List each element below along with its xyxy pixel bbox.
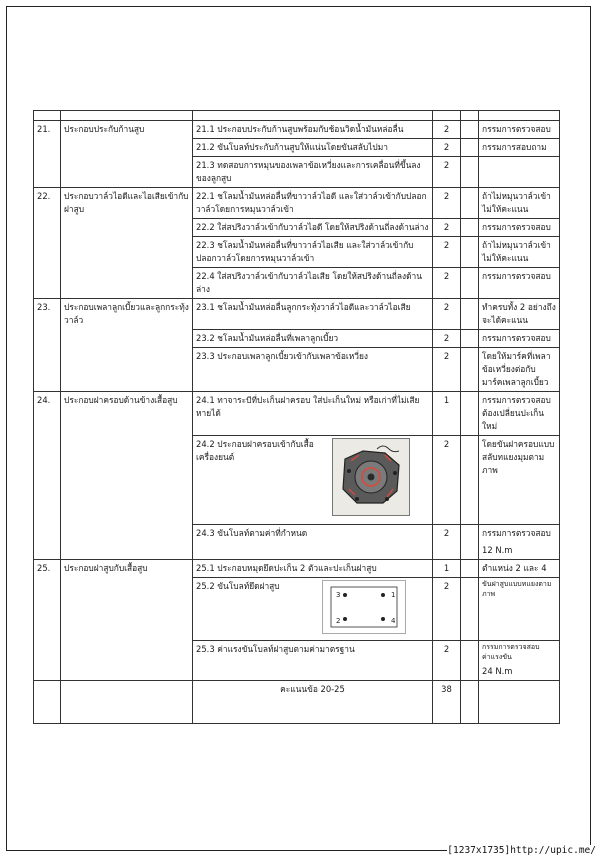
total-score: 38	[433, 680, 461, 723]
bolt-hole	[381, 617, 385, 621]
step-note: ถ้าไม่หมุนวาล์วเข้าไม่ให้คะแนน	[479, 237, 560, 268]
table-row	[34, 121, 560, 139]
step-note: กรรมการตรวจสอบ	[482, 528, 551, 539]
item-number: 22.	[34, 188, 61, 299]
step-score: 2	[433, 237, 461, 268]
step-text: 24.2 ประกอบฝาครอบเข้ากับเสื้อเครื่องยนต์	[196, 439, 314, 463]
step-note: ตำแหน่ง 2 และ 4	[479, 560, 560, 578]
step-score: 2	[433, 641, 461, 681]
step-note: กรรมการตรวจสอบ	[479, 330, 560, 348]
step-score: 2	[433, 299, 461, 330]
bolt-label-3: 3	[336, 591, 341, 600]
step-score: 2	[433, 348, 461, 392]
torque-value: 12 N.m	[482, 545, 513, 556]
step-note: กรรมการตรวจสอบ	[479, 219, 560, 237]
step-score: 2	[433, 121, 461, 139]
step-cell-with-figure	[193, 578, 433, 641]
step-note: ถ้าไม่หมุนวาล์วเข้าไม่ให้คะแนน	[479, 188, 560, 219]
bolt-hole	[381, 593, 385, 597]
step-score: 2	[433, 578, 461, 641]
bolt-label-4: 4	[391, 617, 396, 626]
task-name: ประกอบฝาครอบด้านข้างเสื้อสูบ	[61, 392, 193, 560]
table-top-row	[34, 111, 560, 121]
step-note: กรรมการสอบถาม	[479, 139, 560, 157]
assessment-table	[33, 110, 560, 724]
step-note: กรรมการตรวจสอบค่าแรงขัน	[482, 643, 540, 662]
step-cell-with-figure	[193, 436, 433, 525]
step-text: 22.1 ชโลมน้ำมันหล่อลื่นที่ขาวาล์วไอดี และใส่วาล์วเข้ากับปลอกวาล์วโดยการหมุนวาล์วเข้า	[193, 188, 433, 219]
step-score: 1	[433, 392, 461, 436]
task-name: ประกอบประกับก้านสูบ	[61, 121, 193, 188]
task-name: ประกอบวาล์วไอดีและไอเสียเข้ากับฝาสูบ	[61, 188, 193, 299]
step-score: 2	[433, 330, 461, 348]
step-text: 23.2 ชโลมน้ำมันหล่อลื่นที่เพลาลูกเบี้ยว	[193, 330, 433, 348]
step-note: โดยขันฝาครอบแบบสลับทแยงมุมตามภาพ	[479, 436, 560, 525]
item-number: 25.	[34, 560, 61, 681]
step-text: 22.4 ใส่สปริงวาล์วเข้ากับวาล์วไอเสีย โดยให้สปริงด้านถี่ลงด้านล่าง	[193, 268, 433, 299]
step-note-cell	[479, 525, 560, 560]
step-text: 21.2 ขันโบลท์ประกับก้านสูบให้แน่นโดยขันสลับไปมา	[193, 139, 433, 157]
step-text: 25.2 ขันโบลท์ยึดฝาสูบ	[196, 581, 280, 592]
item-number: 24.	[34, 392, 61, 560]
step-score: 2	[433, 219, 461, 237]
step-score: 2	[433, 188, 461, 219]
step-note: กรรมการตรวจสอบ	[479, 121, 560, 139]
step-score: 2	[433, 139, 461, 157]
step-note: กรรมการตรวจสอบ	[479, 268, 560, 299]
bolt-label-2: 2	[336, 617, 341, 626]
item-number: 21.	[34, 121, 61, 188]
engine-cover-illustration	[332, 438, 410, 516]
step-text: 22.3 ชโลมน้ำมันหล่อลื่นที่ขาวาล์วไอเสีย และใส่วาล์วเข้ากับปลอกวาล์วโดยการหมุนวาล์วเข้า	[193, 237, 433, 268]
bolt-pattern-diagram	[322, 580, 406, 634]
step-text: 25.3 ค่าแรงขันโบลท์ฝาสูบตามค่ามาตรฐาน	[193, 641, 433, 681]
table-row	[34, 299, 560, 330]
step-text: 25.1 ประกอบหมุดยึดปะเก็น 2 ตัวและปะเก็นฝาสูบ	[193, 560, 433, 578]
torque-value: 24 N.m	[482, 665, 513, 676]
step-score: 2	[433, 436, 461, 525]
step-note: ขันฝาสูบแบบทแยงตามภาพ	[479, 578, 560, 641]
step-text: 22.2 ใส่สปริงวาล์วเข้ากับวาล์วไอดี โดยให้สปริงด้านถี่ลงด้านล่าง	[193, 219, 433, 237]
step-text: 21.3 ทดสอบการหมุนของเพลาข้อเหวี่ยงและการเคลื่อนที่ขึ้นลงของลูกสูบ	[193, 157, 433, 188]
task-name: ประกอบฝาสูบกับเสื้อสูบ	[61, 560, 193, 681]
task-name: ประกอบเพลาลูกเบี้ยวและลูกกระทุ้งวาล์ว	[61, 299, 193, 392]
step-note: ทำครบทั้ง 2 อย่างถึงจะได้คะแนน	[479, 299, 560, 330]
step-score: 2	[433, 268, 461, 299]
total-row	[34, 680, 560, 723]
bolt-label-1: 1	[391, 591, 396, 600]
table-row	[34, 560, 560, 578]
step-text: 21.1 ประกอบประกับก้านสูบพร้อมกับช้อนวิดน้ำมันหล่อลื่น	[193, 121, 433, 139]
table-row	[34, 392, 560, 436]
step-note-cell	[479, 641, 560, 681]
total-label: คะแนนข้อ 20-25	[193, 680, 433, 723]
step-text: 23.1 ชโลมน้ำมันหล่อลื่นลูกกระทุ้งวาล์วไอดีและวาล์วไอเสีย	[193, 299, 433, 330]
step-text: 23.3 ประกอบเพลาลูกเบี้ยวเข้ากับเพลาข้อเหวี่ยง	[193, 348, 433, 392]
step-note	[479, 157, 560, 188]
step-text: 24.3 ขันโบลท์ตามค่าที่กำหนด	[193, 525, 433, 560]
step-note: กรรมการตรวจสอบต้องเปลี่ยนปะเก็นใหม่	[479, 392, 560, 436]
step-score: 1	[433, 560, 461, 578]
table-row	[34, 188, 560, 219]
item-number: 23.	[34, 299, 61, 392]
step-text: 24.1 ทาจาระบีที่ปะเก็นฝาครอบ ใส่ปะเก็นใหม่ หรือเก่าที่ไม่เสียหายได้	[193, 392, 433, 436]
step-note: โดยให้มาร์คที่เพลาข้อเหวี่ยงต่อกับมาร์คเพลาลูกเบี้ยว	[479, 348, 560, 392]
image-host-caption: [1237x1735]http://upic.me/	[447, 845, 596, 856]
step-score: 2	[433, 525, 461, 560]
bolt-hole	[343, 593, 347, 597]
bolt-hole	[343, 617, 347, 621]
step-score: 2	[433, 157, 461, 188]
